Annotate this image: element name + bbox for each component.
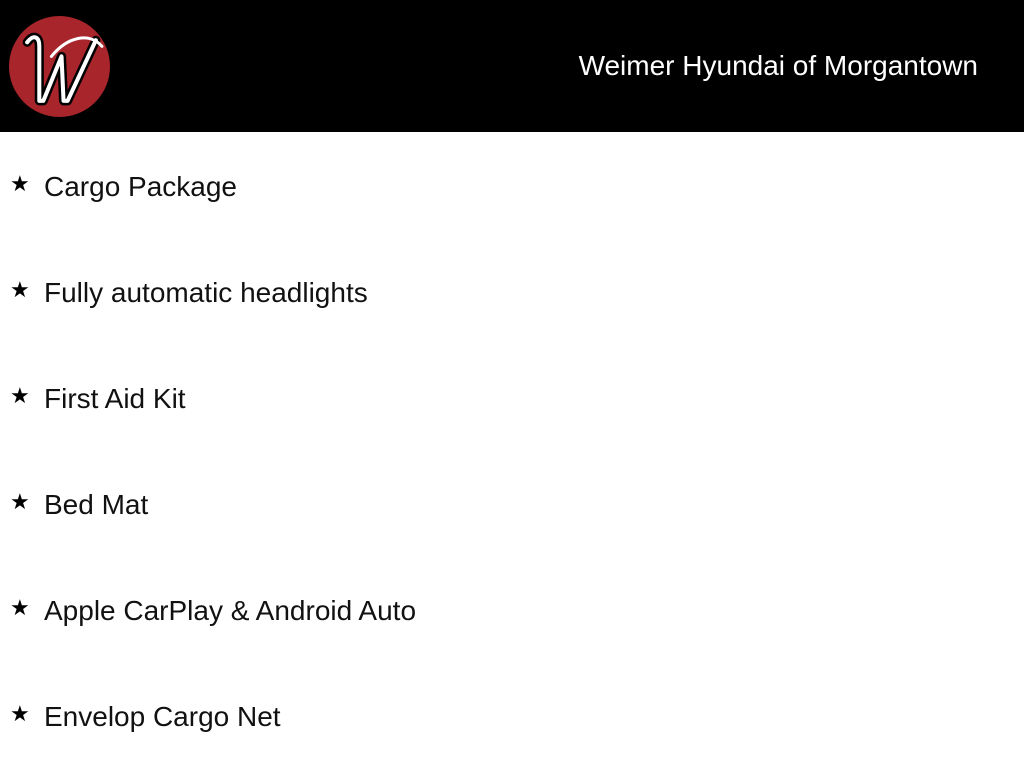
star-icon: ★ [10, 383, 30, 408]
dealer-logo [9, 16, 110, 117]
feature-item [0, 272, 1024, 312]
feature-item [0, 166, 1024, 206]
dealer-name: Weimer Hyundai of Morgantown [578, 50, 978, 81]
feature-label: Envelop Cargo Net [44, 701, 281, 732]
star-icon: ★ [10, 277, 30, 302]
feature-label: Cargo Package [44, 171, 238, 202]
feature-item [0, 590, 1024, 630]
feature-item [0, 378, 1024, 418]
star-icon: ★ [10, 701, 30, 726]
feature-label: Apple CarPlay & Android Auto [44, 595, 417, 626]
star-icon: ★ [10, 489, 30, 514]
header-bar [0, 0, 1024, 132]
star-icon: ★ [10, 171, 30, 196]
feature-label: First Aid Kit [44, 383, 186, 414]
feature-item [0, 484, 1024, 524]
feature-label: Fully automatic headlights [44, 277, 368, 308]
feature-label: Bed Mat [44, 489, 149, 520]
feature-item [0, 696, 1024, 736]
star-icon: ★ [10, 595, 30, 620]
